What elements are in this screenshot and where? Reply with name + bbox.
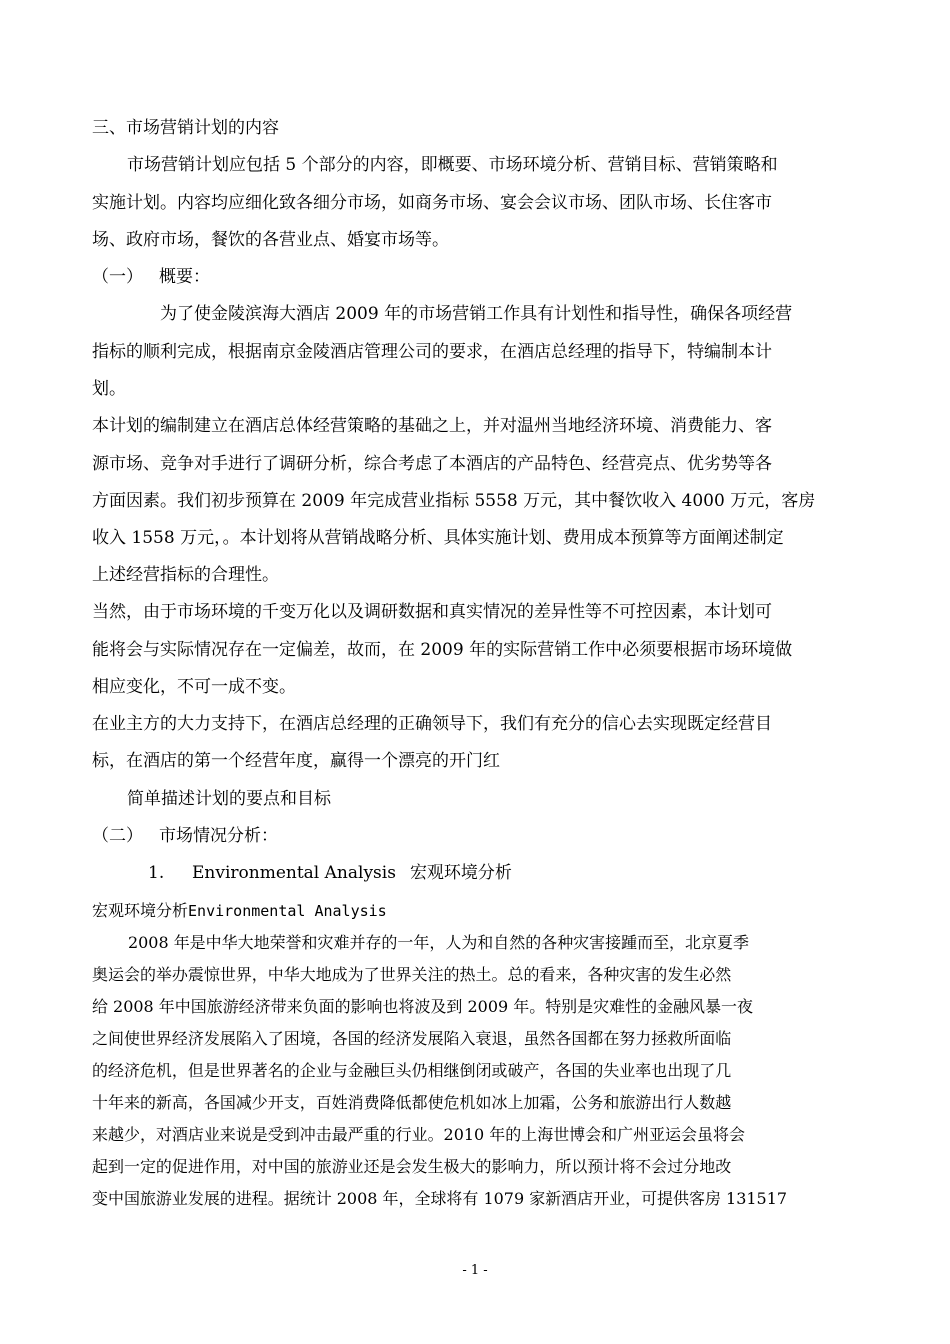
overview-para1-line-1: 为了使金陵滨海大酒店 2009 年的市场营销工作具有计划性和指导性，确保各项经营 — [160, 304, 793, 324]
overview-heading — [92, 266, 210, 288]
overview-para3-line-2: 能将会与实际情况存在一定偏差，故而，在 2009 年的实际营销工作中必须要根据市场环境做 — [92, 640, 793, 660]
env-body-line-3: 给 2008 年中国旅游经济带来负面的影响也将波及到 2009 年。特别是灾难性的金融风暴一夜 — [92, 997, 753, 1016]
analysis-item-1-number: 1. — [148, 863, 165, 883]
environment-subheading — [92, 900, 387, 922]
overview-number: （一） — [92, 267, 143, 287]
analysis-item-1-label: Environmental Analysis — [192, 863, 396, 883]
environment-subheading-en: Environmental Analysis — [188, 902, 387, 920]
intro-line-3: 场、政府市场，餐饮的各营业点、婚宴市场等。 — [92, 230, 449, 250]
environment-subheading-cn: 宏观环境分析 — [92, 901, 189, 920]
overview-para3-line-1: 当然，由于市场环境的千变万化以及调研数据和真实情况的差异性等不可控因素，本计划可 — [92, 602, 772, 622]
overview-para2-line-5: 上述经营指标的合理性。 — [92, 565, 279, 585]
env-body-line-2: 奥运会的举办震惊世界，中华大地成为了世界关注的热土。总的看来，各种灾害的发生必然 — [92, 965, 732, 984]
overview-para4-line-2: 标，在酒店的第一个经营年度，赢得一个漂亮的开门红 — [92, 751, 500, 771]
overview-para1-line-2: 指标的顺利完成，根据南京金陵酒店管理公司的要求，在酒店总经理的指导下，特编制本计 — [92, 342, 772, 362]
env-body-line-4: 之间使世界经济发展陷入了困境，各国的经济发展陷入衰退，虽然各国都在努力拯救所面临 — [92, 1029, 732, 1048]
env-body-line-9: 变中国旅游业发展的进程。据统计 2008 年，全球将有 1079 家新酒店开业，可提供客房 131517 — [92, 1189, 788, 1208]
overview-para4-line-1: 在业主方的大力支持下，在酒店总经理的正确领导下，我们有充分的信心去实现既定经营目 — [92, 714, 772, 734]
intro-line-1: 市场营销计划应包括 5 个部分的内容，即概要、市场环境分析、营销目标、营销策略和 — [127, 155, 778, 175]
intro-line-2: 实施计划。内容均应细化致各细分市场，如商务市场、宴会会议市场、团队市场、长住客市 — [92, 193, 772, 213]
overview-para2-line-4: 收入 1558 万元，。本计划将从营销战略分析、具体实施计划、费用成本预算等方面阐述制定 — [92, 528, 784, 548]
analysis-item-1-cn: 宏观环境分析 — [409, 863, 512, 883]
section-heading: 三、市场营销计划的内容 — [92, 118, 279, 138]
overview-para2-line-1: 本计划的编制建立在酒店总体经营策略的基础之上，并对温州当地经济环境、消费能力、客 — [92, 416, 772, 436]
env-body-line-8: 起到一定的促进作用，对中国的旅游业还是会发生极大的影响力，所以预计将不会过分地改 — [92, 1157, 732, 1176]
overview-para2-line-2: 源市场、竞争对手进行了调研分析，综合考虑了本酒店的产品特色、经营亮点、优劣势等各 — [92, 454, 772, 474]
env-body-line-5: 的经济危机，但是世界著名的企业与金融巨头仍相继倒闭或破产，各国的失业率也出现了几 — [92, 1061, 732, 1080]
overview-para1-line-3: 划。 — [92, 379, 126, 399]
env-body-line-7: 来越少，对酒店业来说是受到冲击最严重的行业。2010 年的上海世博会和广州亚运会虽将会 — [92, 1125, 745, 1144]
summary-note: 简单描述计划的要点和目标 — [127, 789, 331, 809]
env-body-line-6: 十年来的新高，各国减少开支，百姓消费降低都使危机如冰上加霜，公务和旅游出行人数越 — [92, 1093, 732, 1112]
overview-title: 概要： — [159, 267, 210, 287]
page-number: - 1 - — [462, 1263, 488, 1278]
overview-para2-line-3: 方面因素。我们初步预算在 2009 年完成营业指标 5558 万元，其中餐饮收入 4000 万元，客房 — [92, 491, 816, 511]
market-analysis-title: 市场情况分析： — [159, 826, 278, 846]
market-analysis-number: （二） — [92, 826, 143, 846]
market-analysis-heading — [92, 825, 278, 847]
overview-para3-line-3: 相应变化，不可一成不变。 — [92, 677, 296, 697]
env-body-line-1: 2008 年是中华大地荣誉和灾难并存的一年，人为和自然的各种灾害接踵而至，北京夏季 — [127, 933, 749, 952]
analysis-item-1 — [148, 862, 512, 884]
